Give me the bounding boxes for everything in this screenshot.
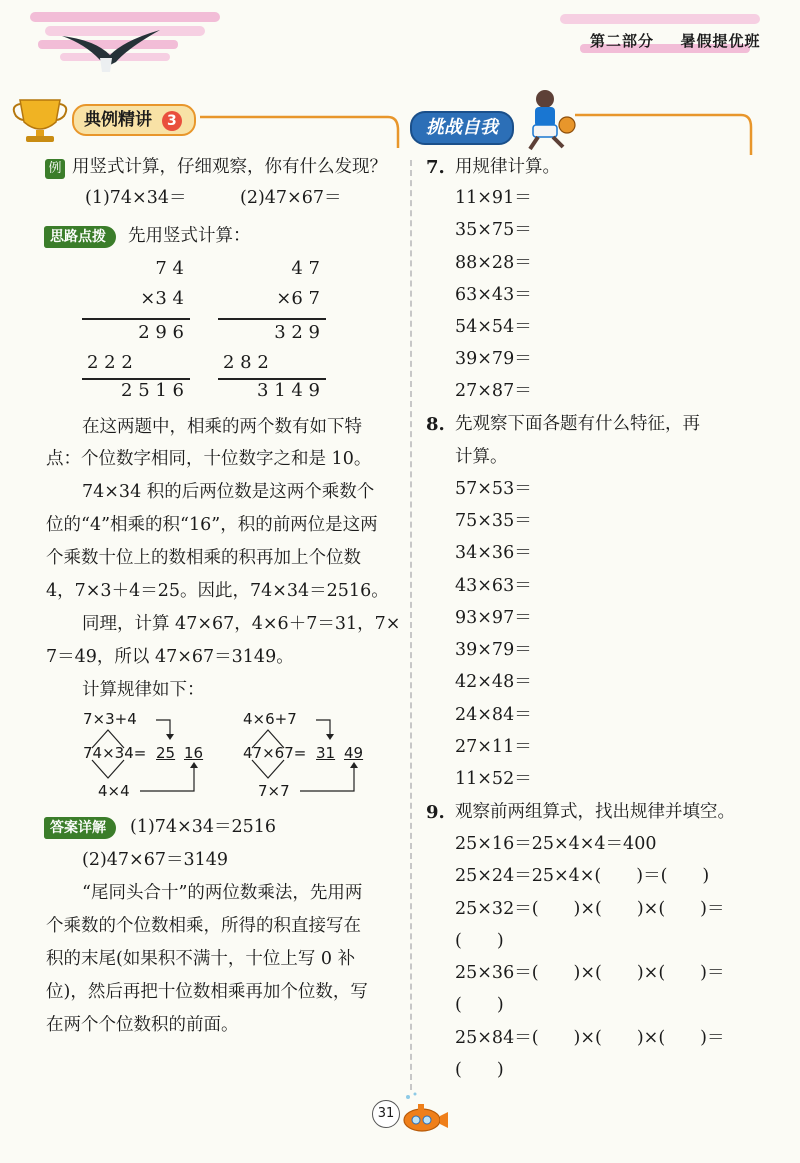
q7-item-1: 11×91＝ <box>455 188 532 208</box>
rule-1-a: 25 <box>156 744 176 762</box>
q8-item-9: 27×11＝ <box>455 737 532 757</box>
rule-1-top: 7×3+4 <box>83 710 137 728</box>
summary-line-3: 积的末尾(如果积不满十，十位上写 0 补 <box>46 949 356 969</box>
q7-item-3: 88×28＝ <box>455 253 532 273</box>
vertical-calc-1 <box>82 258 192 408</box>
q8-item-5: 93×97＝ <box>455 608 532 628</box>
vertical-2-line-1 <box>218 318 326 320</box>
q8-item-10: 11×52＝ <box>455 769 532 789</box>
q8-item-8: 24×84＝ <box>455 705 532 725</box>
rule-1-b: 16 <box>184 744 204 762</box>
rule-2-a: 31 <box>316 744 336 762</box>
answer-2: (2)47×67＝3149 <box>82 850 229 870</box>
q8-item-1: 57×53＝ <box>455 479 532 499</box>
summary-line-5: 在两个个位数积的前面。 <box>46 1015 239 1035</box>
q7-item-6: 39×79＝ <box>455 349 532 369</box>
explain-line-5: 个乘数十位上的数相乘的积再加上个位数 <box>46 548 361 568</box>
vertical-1-line-1 <box>82 318 190 320</box>
q9-line-3: 25×32＝( )×( )×( )＝ <box>455 899 725 919</box>
rule-1-mid: 74×34= <box>83 744 147 762</box>
q8-title-line-1: 先观察下面各题有什么特征，再 <box>455 414 700 434</box>
explain-line-7: 同理，计算 47×67，4×6＋7＝31，7× <box>82 614 401 634</box>
rule-diagram-2 <box>240 708 380 803</box>
summary-line-1: “尾同头合十”的两位数乘法，先用两 <box>82 883 363 903</box>
rule-2-bottom: 7×7 <box>258 782 290 800</box>
q8-item-7: 42×48＝ <box>455 672 532 692</box>
q9-line-8: ( ) <box>455 1060 504 1080</box>
q9-line-5: 25×36＝( )×( )×( )＝ <box>455 963 725 983</box>
q9-number: 9. <box>426 802 445 823</box>
explain-line-2: 点：个位数字相同，十位数字之和是 10。 <box>46 449 372 469</box>
page-footer <box>360 1092 460 1137</box>
vertical-1-result: 2 5 1 6 <box>121 380 184 401</box>
hint-text: 先用竖式计算： <box>128 226 251 246</box>
section-number-badge: 3 <box>162 111 182 131</box>
q7-item-2: 35×75＝ <box>455 220 532 240</box>
q9-line-4: ( ) <box>455 931 504 951</box>
explain-line-3: 74×34 积的后两位数是这两个乘数个 <box>82 482 375 502</box>
q9-line-7: 25×84＝( )×( )×( )＝ <box>455 1028 725 1048</box>
explain-line-4: 位的“4”相乘的积“16”，积的前两位是这两 <box>46 515 378 535</box>
right-section-banner <box>405 85 795 155</box>
explain-line-1: 在这两题中，相乘的两个数有如下特 <box>82 417 362 437</box>
vertical-2-partial-2: 2 8 2 <box>223 352 269 373</box>
example-badge: 例 <box>45 159 65 179</box>
vertical-1-top: 7 4 <box>155 258 184 279</box>
example-question: 用竖式计算，仔细观察，你有什么发现？ <box>72 157 387 177</box>
q8-item-3: 34×36＝ <box>455 543 532 563</box>
q7-item-5: 54×54＝ <box>455 317 532 337</box>
rule-1-bottom: 4×4 <box>98 782 130 800</box>
vertical-calc-2 <box>218 258 328 408</box>
explain-line-6: 4，7×3＋4＝25。因此，74×34＝2516。 <box>46 581 389 601</box>
vertical-2-mult: ×6 7 <box>276 288 320 309</box>
q9-line-6: ( ) <box>455 995 504 1015</box>
page-number: 31 <box>372 1100 400 1128</box>
rule-2-top: 4×6+7 <box>243 710 297 728</box>
header-decoration <box>0 0 800 80</box>
q8-item-4: 43×63＝ <box>455 576 532 596</box>
vertical-2-partial-1: 3 2 9 <box>274 322 320 343</box>
example-item-1: (1)74×34＝ <box>85 188 187 208</box>
example-item-2: (2)47×67＝ <box>240 188 342 208</box>
vertical-1-partial-1: 2 9 6 <box>138 322 184 343</box>
q8-number: 8. <box>426 414 445 435</box>
q9-title: 观察前两组算式，找出规律并填空。 <box>455 802 735 822</box>
vertical-2-result: 3 1 4 9 <box>257 380 320 401</box>
section-label <box>72 104 196 136</box>
q9-line-1: 25×16＝25×4×4＝400 <box>455 834 657 854</box>
q8-item-6: 39×79＝ <box>455 640 532 660</box>
q7-title: 用规律计算。 <box>455 157 560 177</box>
section-label-text: 典例精讲 <box>84 110 152 130</box>
header-course: 暑假提优班 <box>680 32 761 50</box>
explain-line-9: 计算规律如下： <box>82 680 205 700</box>
challenge-label: 挑战自我 <box>410 111 514 145</box>
q7-item-7: 27×87＝ <box>455 381 532 401</box>
rule-2-b: 49 <box>344 744 364 762</box>
q7-number: 7. <box>426 157 445 178</box>
summary-line-2: 个乘数的个位数相乘，所得的积直接写在 <box>46 916 361 936</box>
vertical-1-mult: ×3 4 <box>140 288 184 309</box>
explain-line-8: 7＝49，所以 47×67＝3149。 <box>46 647 294 667</box>
q8-item-2: 75×35＝ <box>455 511 532 531</box>
hint-tag: 思路点拨 <box>44 226 116 248</box>
vertical-2-top: 4 7 <box>291 258 320 279</box>
rule-2-mid: 47×67= <box>243 744 307 762</box>
answer-1: (1)74×34＝2516 <box>130 817 277 837</box>
q9-line-2: 25×24＝25×4×( )＝( ) <box>455 866 710 886</box>
left-section-banner <box>10 92 400 152</box>
column-divider <box>410 160 412 1090</box>
vertical-1-partial-2: 2 2 2 <box>87 352 133 373</box>
q7-item-4: 63×43＝ <box>455 285 532 305</box>
rule-diagram-1 <box>80 708 220 803</box>
answer-tag: 答案详解 <box>44 817 116 839</box>
header-section: 第二部分 <box>590 32 655 50</box>
summary-line-4: 位)，然后再把十位数相乘再加个位数，写 <box>46 982 368 1002</box>
q8-title-line-2: 计算。 <box>455 447 508 467</box>
